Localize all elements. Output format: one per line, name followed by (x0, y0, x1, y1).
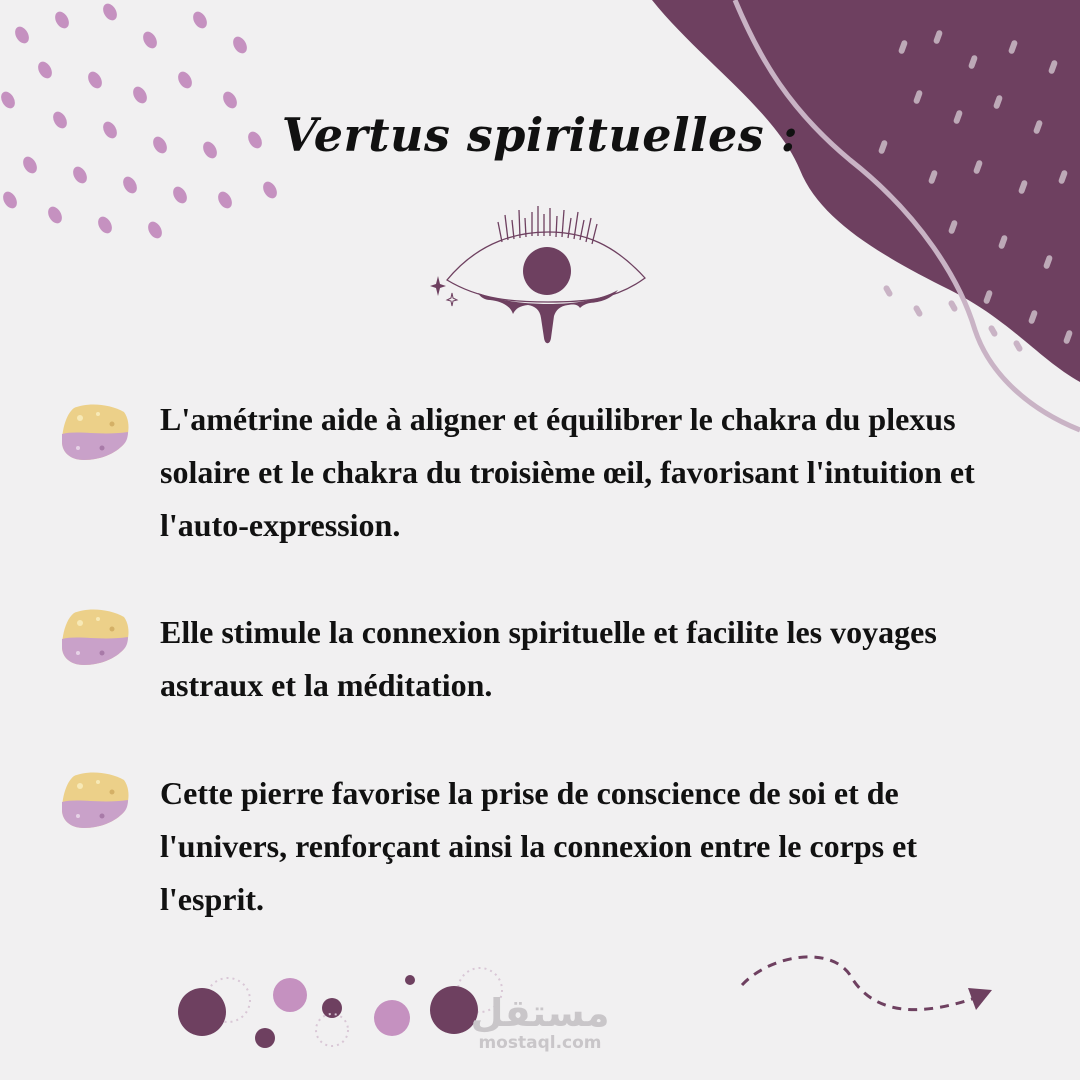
ametrine-stone-icon (60, 402, 132, 464)
item-text: L'amétrine aide à aligner et équilibrer le chakra du plexus solaire et le chakra du troisième œil, favorisant l'intuition et l'auto-expression. (160, 401, 975, 543)
watermark-latin: mostaql.com (478, 1033, 602, 1053)
item-text: Elle stimule la connexion spirituelle et facilite les voyages astraux et la méditation. (160, 614, 937, 703)
ametrine-stone-icon (60, 607, 132, 669)
watermark-arabic: مستقل (470, 991, 610, 1035)
watermark (470, 992, 610, 1052)
item-text: Cette pierre favorise la prise de conscience de soi et de l'univers, renforçant ainsi la connexion entre le corps et l'esprit. (160, 775, 917, 917)
page-title: Vertus spirituelles : (281, 108, 799, 162)
ametrine-stone-icon (60, 770, 132, 832)
